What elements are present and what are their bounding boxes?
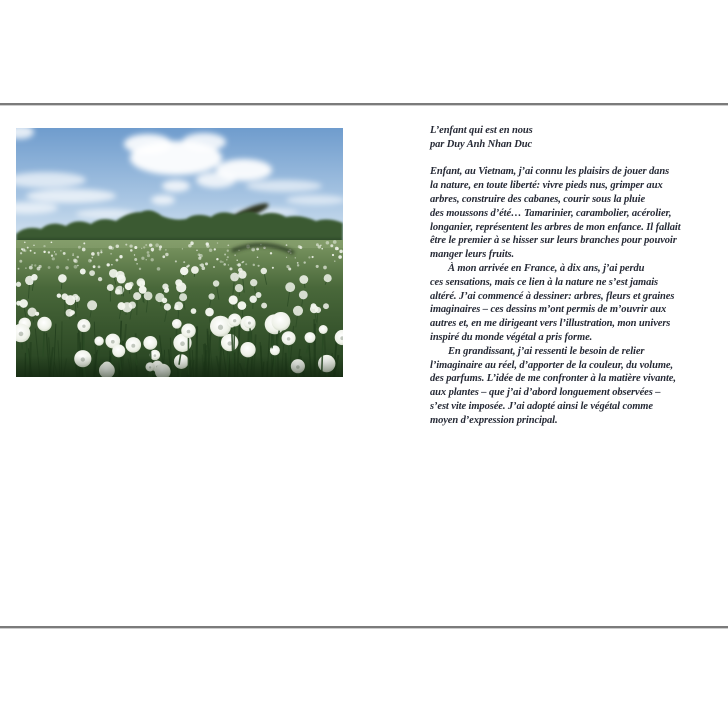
body-line: ces sensations, mais ce lien à la nature ne s’est jamais: [430, 276, 659, 288]
bottom-shade: [16, 356, 343, 377]
body-line: des parfums. L’idée de me confronter à la matière vivante,: [430, 373, 676, 385]
dandelion-field-photo: [16, 128, 343, 377]
meadow-horizon-band: [16, 240, 343, 248]
body-line: être le premier à se hisser sur leurs branches pour pouvoir: [430, 235, 677, 247]
field-photo-svg: [16, 128, 343, 377]
top-rule: [0, 103, 728, 106]
body-line: imaginaires – ces dessins m’ont permis de m’ouvrir aux: [430, 304, 667, 316]
body-line: la nature, en toute liberté: vivre pieds nus, grimper aux: [430, 180, 663, 192]
body-line: moyen d’expression principal.: [430, 414, 558, 426]
body-line: inspiré du monde végétal a pris forme.: [430, 331, 593, 343]
article-header: [430, 124, 724, 152]
article-byline: par Duy Anh Nhan Duc: [430, 138, 533, 150]
article-text: [430, 124, 724, 428]
body-line: aux plantes – que j’ai d’abord longuement observées –: [430, 387, 661, 399]
article-title: L’enfant qui est en nous: [430, 125, 533, 136]
body-line: des moussons d’été… Tamarinier, carambolier, acérolier,: [430, 207, 672, 219]
body-line: l’imaginaire au réel, d’apporter de la couleur, du volume,: [430, 359, 673, 371]
article-body: [430, 165, 724, 427]
body-line: À mon arrivée en France, à dix ans, j’ai perdu: [448, 262, 645, 274]
bottom-rule: [0, 626, 728, 629]
body-line: manger leurs fruits.: [430, 249, 515, 261]
body-line: arbres, construire des cabanes, courir sous la pluie: [430, 193, 646, 205]
body-line: Enfant, au Vietnam, j’ai connu les plaisirs de jouer dans: [430, 166, 670, 178]
body-line: autres et, en me dirigeant vers l’illustration, mon univers: [430, 318, 671, 330]
body-line: longanier, représentent les arbres de mon enfance. Il fallait: [430, 221, 681, 233]
body-line: altéré. J’ai commencé à dessiner: arbres, fleurs et graines: [430, 290, 675, 302]
body-line: En grandissant, j’ai ressenti le besoin de relier: [448, 345, 645, 357]
body-line: s’est vite imposée. J’ai adopté ainsi le végétal comme: [430, 400, 653, 412]
